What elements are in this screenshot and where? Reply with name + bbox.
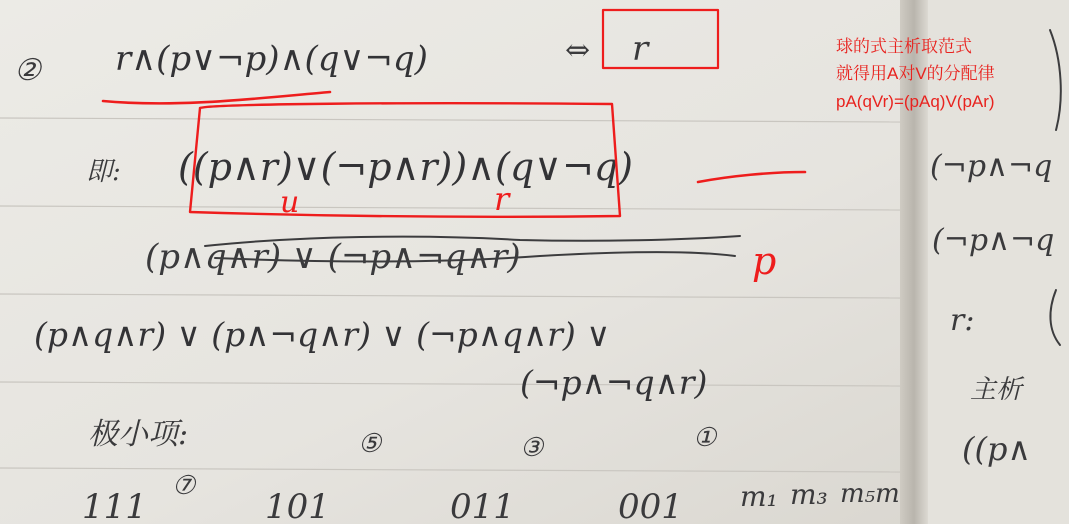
right-text-2: (¬p∧¬q xyxy=(932,223,1055,258)
crossed-expression: (p∧q∧r) ∨ (¬p∧¬q∧r) xyxy=(145,237,521,277)
bits-101: 101 xyxy=(265,487,330,524)
bits-011: 011 xyxy=(450,487,515,524)
minterm-m3: m₃ xyxy=(790,478,828,511)
right-text-5: ((p∧ xyxy=(962,430,1031,468)
right-text-4: 主析 xyxy=(970,375,1023,405)
problem-number: ② xyxy=(14,53,41,88)
minterm-label: 极小项: xyxy=(88,417,189,452)
mark-u: u xyxy=(280,185,300,220)
circled-3: ③ xyxy=(520,433,544,463)
circled-7: ⑦ xyxy=(172,471,196,501)
step3-expression: (¬p∧¬q∧r) xyxy=(520,363,708,402)
mark-r: r xyxy=(494,180,510,218)
mark-p: p xyxy=(752,239,777,283)
formula-result: r xyxy=(632,29,649,69)
bits-111: 111 xyxy=(82,487,147,524)
circled-1: ① xyxy=(693,423,717,453)
formula-line: r∧(p∨¬p)∧(q∨¬q) xyxy=(115,39,428,79)
right-text-3: r: xyxy=(950,303,975,338)
minterm-m1: m₁ xyxy=(740,480,778,513)
equivalent-symbol: ⇔ xyxy=(565,33,591,68)
step2-expression: (p∧q∧r) ∨ (p∧¬q∧r) ∨ (¬p∧q∧r) ∨ xyxy=(34,315,611,354)
minterm-m5: m₅m xyxy=(840,479,900,509)
step1-expression: ((p∧r)∨(¬p∧r))∧(q∨¬q) xyxy=(178,145,633,189)
label-ji: 即: xyxy=(86,157,121,187)
annotation-line-3: pA(qVr)=(pAq)V(pAr) xyxy=(836,92,995,111)
bits-001: 001 xyxy=(618,487,683,524)
right-text-1: (¬p∧¬q xyxy=(930,149,1053,184)
annotation-line-1: 球的式主析取范式 xyxy=(836,37,972,56)
circled-5: ⑤ xyxy=(358,429,382,459)
annotation-line-2: 就得用A对V的分配律 xyxy=(836,64,995,83)
